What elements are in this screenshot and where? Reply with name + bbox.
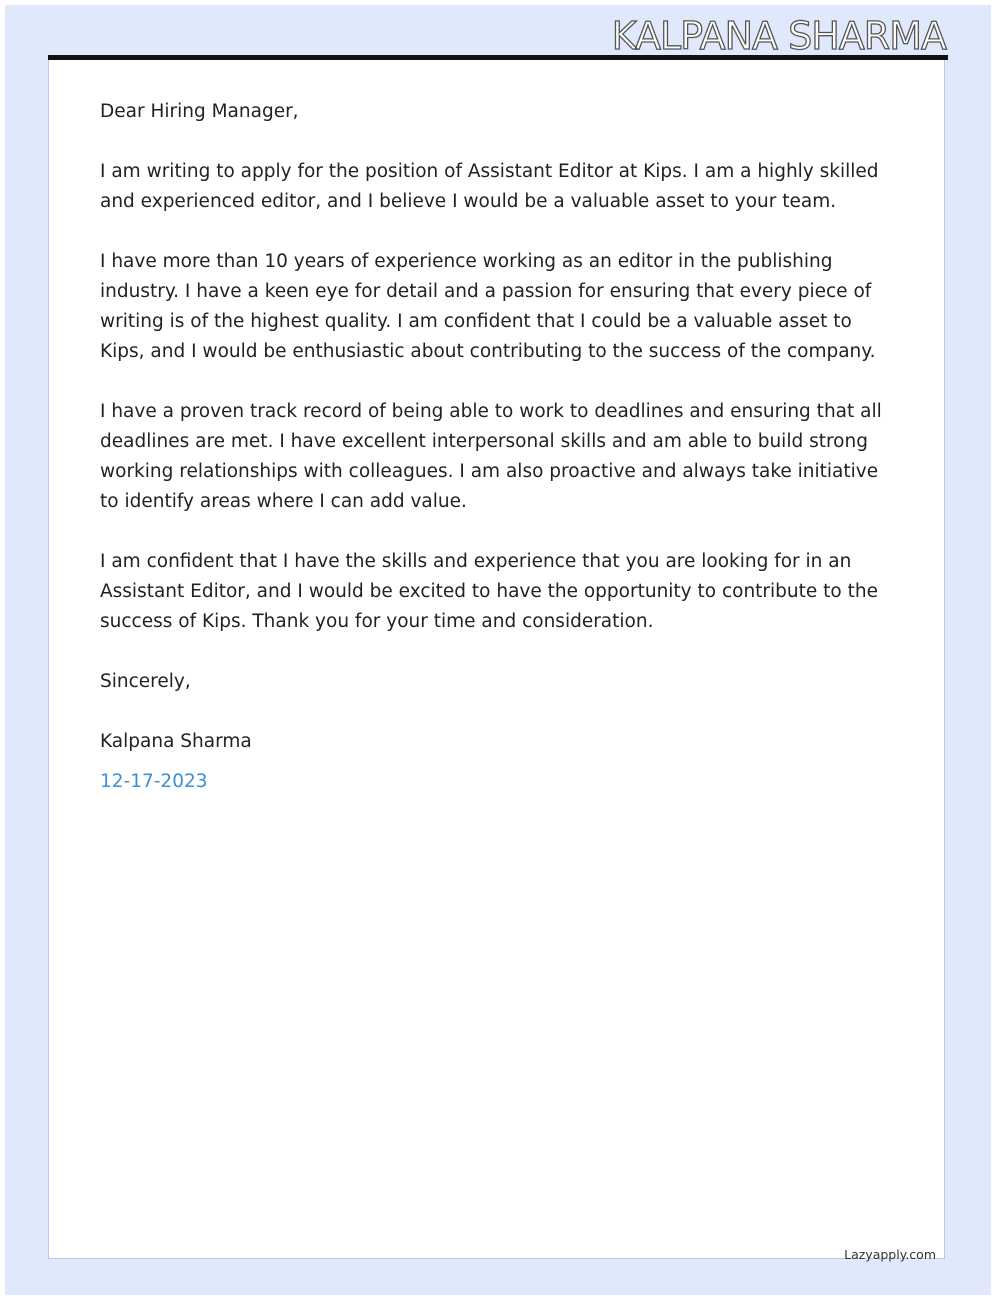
paragraph-experience: I have more than 10 years of experience working as an editor in the publishing industry. I have a keen eye for detail and a passion for ensuring that every piece of writing is of the highest quality. I am confident that I could be a valuable asset to Kips, and I would be enthusiastic about contributing to the success of the company.	[100, 251, 876, 362]
salutation: Dear Hiring Manager,	[100, 101, 299, 122]
letter-date: 12-17-2023	[100, 771, 208, 792]
letter-body	[100, 97, 900, 827]
footer-watermark: Lazyapply.com	[844, 1247, 936, 1262]
signature: Kalpana Sharma	[100, 731, 252, 752]
paragraph-intro: I am writing to apply for the position of Assistant Editor at Kips. I am a highly skilled and experienced editor, and I believe I would be a valuable asset to your team.	[100, 161, 879, 212]
paragraph-closing: I am confident that I have the skills and experience that you are looking for in an Assistant Editor, and I would be excited to have the opportunity to contribute to the success of Kips. Thank you for your time and consideration.	[100, 551, 878, 632]
paragraph-skills: I have a proven track record of being able to work to deadlines and ensuring that all deadlines are met. I have excellent interpersonal skills and am able to build strong working relationships with colleagues. I am also proactive and always take initiative to identify areas where I can add value.	[100, 401, 882, 512]
closing: Sincerely,	[100, 671, 191, 692]
header-name: KALPANA SHARMA	[611, 14, 946, 58]
